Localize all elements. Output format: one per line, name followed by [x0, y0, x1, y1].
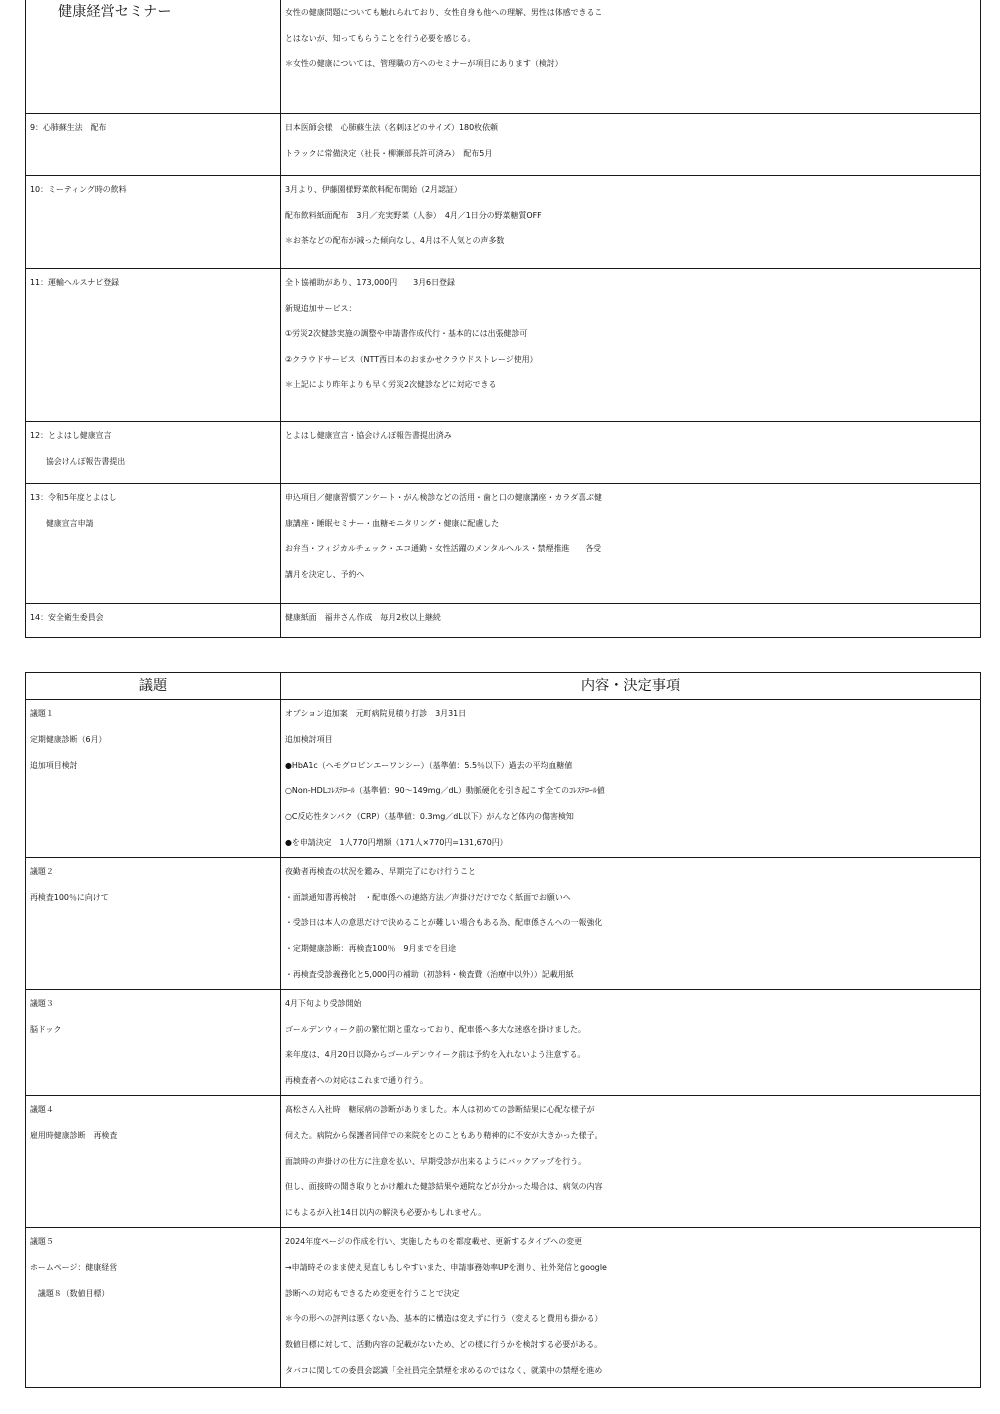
row-label-line: 11：運輸ヘルスナビ登録 — [30, 278, 120, 287]
row-content-line: 追加検討項目 — [285, 734, 333, 744]
row-content-line: 全ト協補助があり、173,000円 3月6日登録 — [285, 278, 455, 287]
table-row — [26, 422, 981, 484]
agenda-table — [25, 672, 981, 1388]
row-content-line: 女性の健康問題についても触れられており、女性自身も他への理解、男性は体感できるこ — [285, 8, 603, 17]
row-content-line: ・受診日は本人の意思だけで決めることが難しい場合もある為、配車係さんへの一報強化 — [285, 918, 603, 928]
table-row — [26, 857, 981, 989]
row-label-line: ホームページ：健康経営 — [30, 1262, 118, 1272]
row-content-line: 講月を決定し、予約へ — [285, 569, 365, 579]
row-content-line: ＊お茶などの配布が減った傾向なし、4月は不人気との声多数 — [285, 236, 505, 245]
row-label-line: 議題２ — [30, 866, 54, 876]
header-topic: 議題 — [26, 673, 281, 700]
row-content-cell — [281, 114, 981, 176]
row-content-line: トラックに常備決定（社長・柳瀬部長許可済み） 配布5月 — [285, 148, 493, 158]
row-content-line: 健康紙面 福井さん作成 毎月2枚以上継続 — [285, 613, 441, 622]
top-table-body — [26, 0, 981, 638]
row-content-line: ○C反応性タンパク（CRP）（基準値：0.3mg／dL以下）がんなど体内の傷害検知 — [285, 812, 574, 822]
row-content-line: ＊今の形への評判は悪くない為、基本的に構造は変えずに行う（変えると費用も掛かる） — [285, 1314, 603, 1324]
table-row — [26, 176, 981, 269]
row-content-line: ゴールデンウィーク前の繁忙期と重なっており、配車係へ多大な迷惑を掛けました。 — [285, 1024, 586, 1034]
row-content-cell — [281, 176, 981, 269]
row-label-cell — [26, 176, 281, 269]
row-content-line: 面談時の声掛けの仕方に注意を払い、早期受診が出来るようにバックアップを行う。 — [285, 1156, 587, 1166]
row-content-line: 新規追加サービス： — [285, 303, 357, 313]
row-content-line: 髙松さん入社時 糖尿病の診断がありました。本人は初めての診断結果に心配な様子が — [285, 1104, 595, 1114]
table-row — [26, 484, 981, 604]
row-label-line: 雇用時健康診断 再検査 — [30, 1130, 118, 1140]
row-content-line: ・定期健康診断：再検査100％ 9月までを目途 — [285, 944, 457, 954]
row-content-line: ●HbA1c（ヘモグロビンエーワンシー）（基準値：5.5％以下）過去の平均血糖値 — [285, 760, 573, 770]
row-label-line: 議題５ — [30, 1236, 54, 1246]
row-content-line: オプション追加案 元町病院見積り打診 3月31日 — [285, 709, 467, 718]
row-label-cell — [26, 0, 281, 114]
row-content-line: 配布飲料紙面配布 3月／充実野菜（人参） 4月／1日分の野菜糖質OFF — [285, 210, 542, 220]
row-label-line: 12：とよはし健康宣言 — [30, 431, 112, 440]
row-content-line: 康講座・睡眠セミナー・血糖モニタリング・健康に配慮した — [285, 518, 500, 528]
row-label-line: 議題１ — [30, 709, 54, 718]
row-label-cell — [26, 604, 281, 638]
row-label-line: 14：安全衛生委員会 — [30, 613, 104, 622]
table-row — [26, 269, 981, 422]
table-row — [26, 700, 981, 858]
row-content-line: 診断への対応もできるため変更を行うことで決定 — [285, 1288, 460, 1298]
row-content-line: ＊女性の健康については、管理職の方へのセミナーが項目にあります（検討） — [285, 59, 563, 68]
row-content-cell — [281, 1227, 981, 1387]
agenda-table-body — [26, 700, 981, 1388]
row-label-cell — [26, 700, 281, 858]
row-content-cell — [281, 484, 981, 604]
row-content-line: 申込項目／健康習慣アンケート・がん検診などの活用・歯と口の健康講座・カラダ喜ぶ健 — [285, 493, 602, 502]
agenda-table-header-row — [26, 673, 981, 700]
row-content-line: タバコに関しての委員会認識「全社員完全禁煙を求めるのではなく、就業中の禁煙を進め — [285, 1365, 603, 1375]
row-label-line: 議題３ — [30, 998, 54, 1008]
row-label-line: 健康宣言申請 — [30, 518, 94, 528]
row-content-cell — [281, 422, 981, 484]
row-label-line: 脳ドック — [30, 1024, 62, 1034]
row-content-line: ・再検査受診義務化と5,000円の補助（初診料・検査費（治療中以外））記載用紙 — [285, 969, 574, 979]
row-content-line: 2024年度ページの作成を行い、実施したものを都度載せ、更新するタイプへの変更 — [285, 1236, 583, 1246]
row-content-cell — [281, 1095, 981, 1227]
row-content-cell — [281, 604, 981, 638]
top-agenda-table — [25, 0, 981, 638]
row-content-line: ○Non-HDLｺﾚｽﾃﾛｰﾙ（基準値：90〜149mg／dL）動脈硬化を引き起こす全てのｺﾚｽﾃﾛｰﾙ値 — [285, 786, 605, 796]
row-content-cell — [281, 0, 981, 114]
row-content-line: にもよるが入社14日以内の解決も必要かもしれません。 — [285, 1208, 487, 1218]
table-row — [26, 0, 981, 114]
row-label-cell — [26, 857, 281, 989]
table-row — [26, 989, 981, 1095]
row-label-line: 議題８（数値目標） — [30, 1288, 110, 1298]
row-label-cell — [26, 269, 281, 422]
row-content-line: お弁当・フィジカルチェック・エコ通勤・女性活躍のメンタルヘルス・禁煙推進 各受 — [285, 544, 602, 553]
header-content: 内容・決定事項 — [281, 673, 981, 700]
row-label-line: 9：心肺蘇生法 配布 — [30, 123, 107, 132]
row-content-line: とはないが、知ってもらうことを行う必要を感じる。 — [285, 33, 476, 43]
row-label-line: 再検査100％に向けて — [30, 892, 109, 902]
row-content-line: 数値目標に対して、活動内容の記載がないため、どの様に行うかを検討する必要がある。 — [285, 1340, 603, 1350]
row-content-line: 但し、面接時の聞き取りとかけ離れた健診結果や通院などが分かった場合は、病気の内容 — [285, 1182, 603, 1192]
row-label-line: 13：令和5年度とよはし — [30, 493, 117, 502]
row-content-cell — [281, 269, 981, 422]
table-row — [26, 1095, 981, 1227]
row-content-line: 3月より、伊藤園様野菜飲料配布開始（2月認証） — [285, 185, 462, 194]
row-label-cell — [26, 484, 281, 604]
row-label-cell — [26, 989, 281, 1095]
row-content-line: とよはし健康宣言・協会けんぽ報告書提出済み — [285, 431, 452, 440]
row-content-line: ・面談通知書再検討 ・配車係への連絡方法／声掛けだけでなく紙面でお願いへ — [285, 892, 571, 902]
row-label-cell — [26, 114, 281, 176]
row-label-line: 追加項目検討 — [30, 760, 78, 770]
row-content-line: ●を申請決定 1人770円増額（171人×770円=131,670円） — [285, 837, 508, 847]
row-content-line: →申請時そのまま使え見直しもしやすいまた、申請事務効率UPを測り、社外発信とgoogle — [285, 1262, 607, 1272]
row-label-cell — [26, 422, 281, 484]
row-content-line: 伺えた。病院から保護者同伴での来院をとのこともあり精神的に不安が大きかった様子。 — [285, 1130, 603, 1140]
row-content-cell — [281, 989, 981, 1095]
row-label-cell — [26, 1095, 281, 1227]
row-content-line: 来年度は、4月20日以降からゴールデンウイーク前は予約を入れないよう注意する。 — [285, 1050, 586, 1060]
row-content-line: 4月下旬より受診開始 — [285, 998, 362, 1008]
row-label-cell — [26, 1227, 281, 1387]
row-content-cell — [281, 857, 981, 989]
row-label-line: 10：ミーティング時の飲料 — [30, 185, 127, 194]
table-row — [26, 1227, 981, 1387]
row-content-line: 再検査者への対応はこれまで通り行う。 — [285, 1076, 428, 1086]
row-label-line: 定期健康診断（6月） — [30, 734, 107, 744]
table-row — [26, 114, 981, 176]
row-content-line: 日本医師会様 心肺蘇生法（名刺ほどのサイズ）180枚依頼 — [285, 123, 498, 132]
row-content-line: ＊上記により昨年よりも早く労災2次健診などに対応できる — [285, 380, 497, 389]
row-label-line: 議題４ — [30, 1104, 54, 1114]
row-content-line: ①労災2次健診実施の調整や申請書作成代行・基本的には出張健診可 — [285, 329, 528, 338]
table-row — [26, 604, 981, 638]
row-content-line: 夜勤者再検査の状況を鑑み、早期完了にむけ行うこと — [285, 866, 476, 876]
row-label-line: 協会けんぽ報告書提出 — [30, 456, 126, 466]
row-label-line: 健康経営セミナー — [58, 4, 172, 20]
row-content-line: ②クラウドサービス（NTT西日本のおまかせクラウドストレージ使用） — [285, 354, 538, 364]
row-content-cell — [281, 700, 981, 858]
